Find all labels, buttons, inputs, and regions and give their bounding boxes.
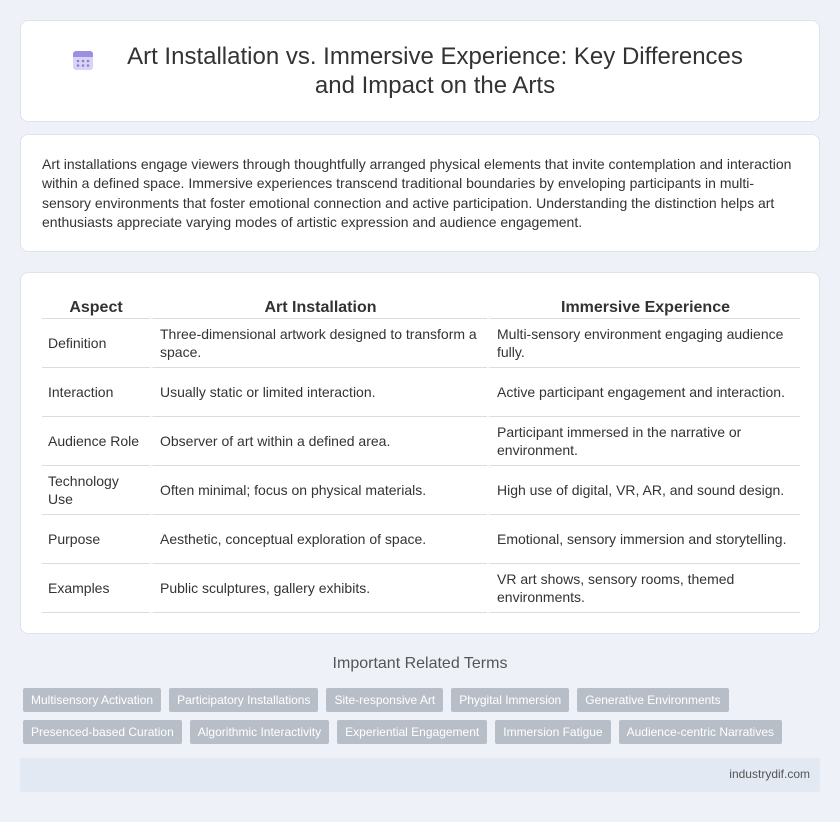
table-row xyxy=(42,417,800,466)
cell-immersive-experience: Multi-sensory environment engaging audience fully. xyxy=(487,319,800,368)
cell-art-installation: Often minimal; focus on physical materials. xyxy=(150,466,487,515)
page-title: Art Installation vs. Immersive Experience: Key Differences and Impact on the Arts xyxy=(127,43,743,99)
cell-art-installation: Public sculptures, gallery exhibits. xyxy=(150,564,487,613)
term-tag[interactable]: Immersion Fatigue xyxy=(495,720,610,744)
cell-art-installation: Observer of art within a defined area. xyxy=(150,417,487,466)
comparison-table-card xyxy=(20,272,820,634)
intro-card xyxy=(20,134,820,252)
term-tag[interactable]: Generative Environments xyxy=(577,688,728,712)
table-header-row xyxy=(42,297,800,319)
term-tag[interactable]: Experiential Engagement xyxy=(337,720,487,744)
intro-paragraph: Art installations engage viewers through thoughtfully arranged physical elements that invite contemplation and interaction within a defined space. Immersive experiences transcend traditional boundaries by enveloping participants in multi-sensory environments that foster emotional connection and active participation. Understanding the distinction helps art enthusiasts appreciate varying modes of artistic expression and audience engagement. xyxy=(42,156,792,231)
term-tag[interactable]: Presenced-based Curation xyxy=(23,720,182,744)
table-row xyxy=(42,319,800,368)
cell-art-installation: Usually static or limited interaction. xyxy=(150,368,487,417)
cell-immersive-experience: High use of digital, VR, AR, and sound design. xyxy=(487,466,800,515)
cell-art-installation: Three-dimensional artwork designed to transform a space. xyxy=(150,319,487,368)
table-row xyxy=(42,564,800,613)
table-row xyxy=(42,515,800,564)
cell-aspect: Interaction xyxy=(42,368,150,417)
term-tag[interactable]: Audience-centric Narratives xyxy=(619,720,782,744)
term-tag[interactable]: Phygital Immersion xyxy=(451,688,569,712)
table-row xyxy=(42,466,800,515)
header-aspect: Aspect xyxy=(42,297,150,319)
cell-aspect: Purpose xyxy=(42,515,150,564)
cell-immersive-experience: VR art shows, sensory rooms, themed environments. xyxy=(487,564,800,613)
cell-art-installation: Aesthetic, conceptual exploration of space. xyxy=(150,515,487,564)
footer-bar xyxy=(20,758,820,792)
header-card xyxy=(20,20,820,122)
term-tag[interactable]: Site-responsive Art xyxy=(326,688,443,712)
comparison-table xyxy=(42,297,800,613)
term-tag[interactable]: Algorithmic Interactivity xyxy=(190,720,329,744)
table-row xyxy=(42,368,800,417)
header-art-installation: Art Installation xyxy=(150,297,487,319)
related-terms-row-1 xyxy=(23,688,823,712)
related-terms-title: Important Related Terms xyxy=(332,655,508,672)
title-wrap xyxy=(21,21,819,121)
cell-immersive-experience: Active participant engagement and interaction. xyxy=(487,368,800,417)
footer-domain[interactable]: industrydif.com xyxy=(729,767,810,781)
cell-immersive-experience: Participant immersed in the narrative or environment. xyxy=(487,417,800,466)
cell-immersive-experience: Emotional, sensory immersion and storytelling. xyxy=(487,515,800,564)
related-terms-row-2 xyxy=(23,720,823,744)
header-immersive-experience: Immersive Experience xyxy=(487,297,800,319)
cell-aspect: Technology Use xyxy=(42,466,150,515)
term-tag[interactable]: Multisensory Activation xyxy=(23,688,161,712)
cell-aspect: Audience Role xyxy=(42,417,150,466)
term-tag[interactable]: Participatory Installations xyxy=(169,688,318,712)
cell-aspect: Examples xyxy=(42,564,150,613)
cell-aspect: Definition xyxy=(42,319,150,368)
